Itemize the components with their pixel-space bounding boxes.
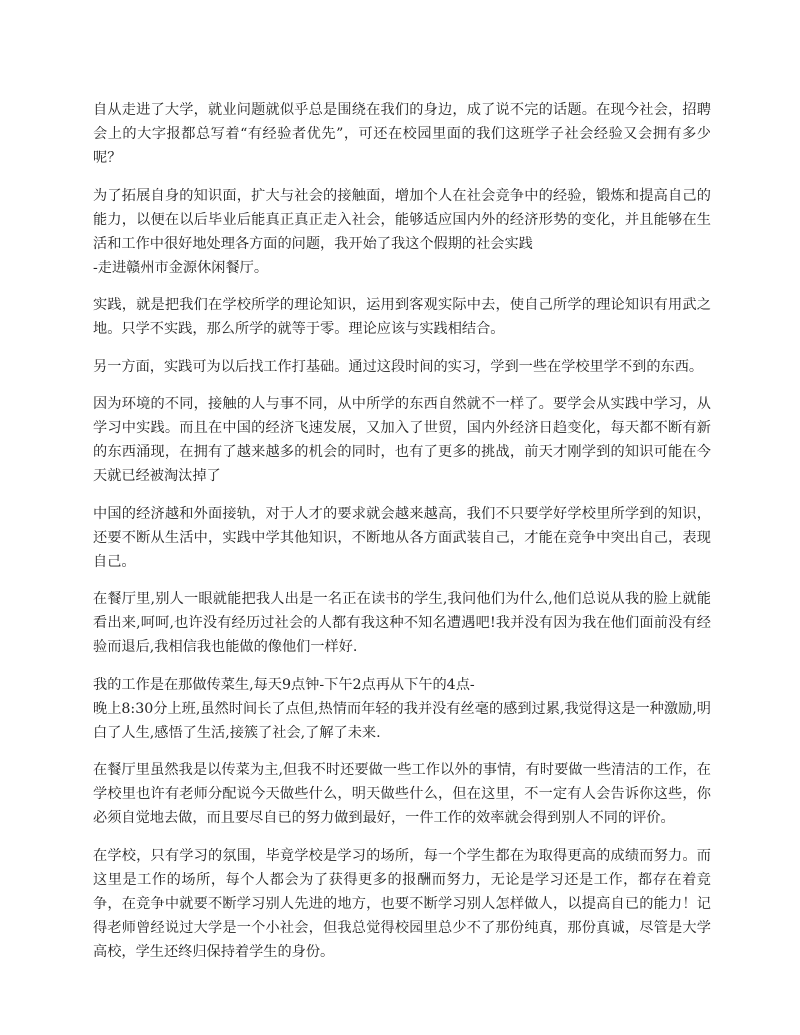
paragraph-10: 在学校，只有学习的氛围，毕竟学校是学习的场所，每一个学生都在为取得更高的成绩而努力。而这里是工作的场所，每个人都会为了获得更多的报酬而努力，无论是学习还是工作，都存在着竞争，在竞争中就要不断学习别人先进的地方，也要不断学习别人怎样做人，以提高自已的能力！记得老师曾经说过大学是一个小社会，但我总觉得校园里总少不了那份纯真，那份真诚，尽管是大学高校，学生还终归保持着学生的身份。 (93, 847, 711, 960)
paragraph-7: 在餐厅里,别人一眼就能把我人出是一名正在读书的学生,我问他们为什么,他们总说从我的脸上就能看出来,呵呵,也许没有经历过社会的人都有我这种不知名遭遇吧!我并没有因为我在他们面前没有经验而退后,我相信我也能做的像他们一样好. (93, 591, 711, 655)
paragraph-4: 另一方面，实践可为以后找工作打基础。通过这段时间的实习，学到一些在学校里学不到的东西。 (93, 358, 704, 375)
paragraph-9: 在餐厅里虽然我是以传菜为主,但我不时还要做一些工作以外的事情，有时要做一些清洁的工作，在学校里也许有老师分配说今天做些什么，明天做些什么，但在这里，不一定有人会告诉你这些，你必须自觉地去做，而且要尽自已的努力做到最好，一件工作的效率就会得到别人不同的评价。 (93, 762, 711, 826)
paragraph-1: 自从走进了大学，就业问题就似乎总是围绕在我们的身边，成了说不完的话题。在现今社会，招聘会上的大字报都总写着“有经验者优先”，可还在校园里面的我们这班学子社会经验又会拥有多少呢？ (93, 102, 711, 166)
document-body (93, 98, 711, 977)
paragraph-6: 中国的经济越和外面接轨，对于人才的要求就会越来越高，我们不只要学好学校里所学到的知识，还要不断从生活中，实践中学其他知识，不断地从各方面武装自己，才能在竞争中突出自己，表现自己。 (93, 505, 711, 570)
paragraph-2: 为了拓展自身的知识面，扩大与社会的接触面，增加个人在社会竞争中的经验，锻炼和提高自己的能力，以便在以后毕业后能真正真正走入社会，能够适应国内外的经济形势的变化，并且能够在生活和工作中很好地处理各方面的问题，我开始了我这个假期的社会实践 -走进赣州市金源休闲餐厅。 (93, 187, 711, 276)
paragraph-3: 实践，就是把我们在学校所学的理论知识，运用到客观实际中去，使自己所学的理论知识有用武之地。只学不实践，那么所学的就等于零。理论应该与实践相结合。 (93, 297, 711, 337)
paragraph-8: 我的工作是在那做传菜生,每天9点钟-下午2点再从下午的4点- 晚上8:30分上班,虽然时间长了点但,热情而年轻的我并没有丝毫的感到过累,我觉得这是一种激励,明白了人生,感悟了生活,接簇了社会,了解了未来. (93, 676, 711, 741)
paragraph-5: 因为环境的不同，接触的人与事不同，从中所学的东西自然就不一样了。要学会从实践中学习，从学习中实践。而且在中国的经济飞速发展，又加入了世贸，国内外经济日趋变化，每天都不断有新的东西涌现，在拥有了越来越多的机会的同时，也有了更多的挑战，前天才刚学到的知识可能在今天就已经被淘汰掉了 (93, 396, 711, 484)
